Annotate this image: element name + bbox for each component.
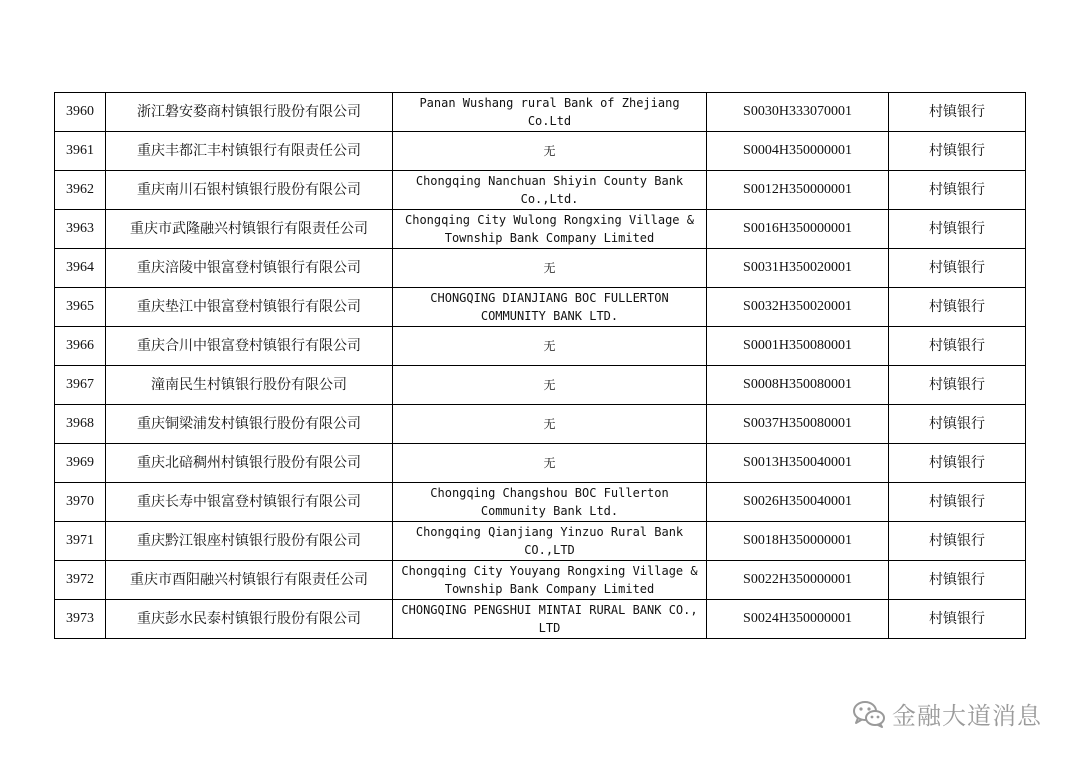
institution-code: S0016H350000001 xyxy=(707,210,889,249)
bank-name-english: 无 xyxy=(393,444,707,483)
institution-code: S0004H350000001 xyxy=(707,132,889,171)
institution-code: S0024H350000001 xyxy=(707,600,889,639)
row-number: 3963 xyxy=(55,210,106,249)
watermark-text: 金融大道消息 xyxy=(892,702,1042,730)
institution-code: S0012H350000001 xyxy=(707,171,889,210)
institution-code: S0008H350080001 xyxy=(707,366,889,405)
bank-name-english: 无 xyxy=(393,366,707,405)
bank-name-english: Chongqing City Youyang Rongxing Village & Township Bank Company Limited xyxy=(393,561,707,600)
table-row xyxy=(55,210,1026,249)
institution-type: 村镇银行 xyxy=(889,600,1026,639)
bank-name-chinese: 浙江磐安婺商村镇银行股份有限公司 xyxy=(106,93,393,132)
table-row xyxy=(55,288,1026,327)
bank-name-chinese: 重庆丰都汇丰村镇银行有限责任公司 xyxy=(106,132,393,171)
institution-type: 村镇银行 xyxy=(889,171,1026,210)
table-row xyxy=(55,600,1026,639)
row-number: 3961 xyxy=(55,132,106,171)
institution-type: 村镇银行 xyxy=(889,210,1026,249)
table-row xyxy=(55,444,1026,483)
table-row xyxy=(55,171,1026,210)
institution-code: S0030H333070001 xyxy=(707,93,889,132)
bank-name-english: CHONGQING PENGSHUI MINTAI RURAL BANK CO., LTD xyxy=(393,600,707,639)
bank-name-chinese: 重庆市酉阳融兴村镇银行有限责任公司 xyxy=(106,561,393,600)
bank-name-chinese: 重庆涪陵中银富登村镇银行有限公司 xyxy=(106,249,393,288)
institution-code: S0037H350080001 xyxy=(707,405,889,444)
bank-name-english: 无 xyxy=(393,132,707,171)
table-row xyxy=(55,132,1026,171)
bank-name-english: 无 xyxy=(393,405,707,444)
table-row xyxy=(55,249,1026,288)
bank-name-chinese: 重庆合川中银富登村镇银行有限公司 xyxy=(106,327,393,366)
row-number: 3966 xyxy=(55,327,106,366)
row-number: 3973 xyxy=(55,600,106,639)
institution-type: 村镇银行 xyxy=(889,93,1026,132)
table-row xyxy=(55,522,1026,561)
bank-name-english: Chongqing Changshou BOC Fullerton Community Bank Ltd. xyxy=(393,483,707,522)
institution-code: S0018H350000001 xyxy=(707,522,889,561)
bank-name-chinese: 重庆南川石银村镇银行股份有限公司 xyxy=(106,171,393,210)
table-row xyxy=(55,483,1026,522)
institution-code: S0022H350000001 xyxy=(707,561,889,600)
row-number: 3967 xyxy=(55,366,106,405)
row-number: 3971 xyxy=(55,522,106,561)
watermark xyxy=(852,696,1042,731)
table-row xyxy=(55,327,1026,366)
row-number: 3960 xyxy=(55,93,106,132)
institution-code: S0032H350020001 xyxy=(707,288,889,327)
bank-name-english: 无 xyxy=(393,327,707,366)
bank-name-chinese: 重庆彭水民泰村镇银行股份有限公司 xyxy=(106,600,393,639)
institution-code: S0013H350040001 xyxy=(707,444,889,483)
row-number: 3970 xyxy=(55,483,106,522)
bank-name-chinese: 重庆北碚稠州村镇银行股份有限公司 xyxy=(106,444,393,483)
wechat-icon xyxy=(852,700,886,728)
bank-name-chinese: 重庆市武隆融兴村镇银行有限责任公司 xyxy=(106,210,393,249)
row-number: 3964 xyxy=(55,249,106,288)
bank-name-chinese: 重庆垫江中银富登村镇银行有限公司 xyxy=(106,288,393,327)
institution-type: 村镇银行 xyxy=(889,522,1026,561)
bank-name-english: Chongqing Nanchuan Shiyin County Bank Co.,Ltd. xyxy=(393,171,707,210)
bank-name-english: Panan Wushang rural Bank of Zhejiang Co.Ltd xyxy=(393,93,707,132)
institution-type: 村镇银行 xyxy=(889,327,1026,366)
bank-name-english: Chongqing Qianjiang Yinzuo Rural Bank CO.,LTD xyxy=(393,522,707,561)
institution-code: S0031H350020001 xyxy=(707,249,889,288)
institution-type: 村镇银行 xyxy=(889,444,1026,483)
table-row xyxy=(55,366,1026,405)
table-row xyxy=(55,405,1026,444)
bank-name-english: Chongqing City Wulong Rongxing Village & Township Bank Company Limited xyxy=(393,210,707,249)
bank-list-table xyxy=(54,92,1026,639)
institution-code: S0001H350080001 xyxy=(707,327,889,366)
table-row xyxy=(55,561,1026,600)
bank-name-chinese: 重庆铜梁浦发村镇银行股份有限公司 xyxy=(106,405,393,444)
institution-type: 村镇银行 xyxy=(889,132,1026,171)
row-number: 3972 xyxy=(55,561,106,600)
bank-name-chinese: 潼南民生村镇银行股份有限公司 xyxy=(106,366,393,405)
institution-type: 村镇银行 xyxy=(889,288,1026,327)
row-number: 3965 xyxy=(55,288,106,327)
bank-name-chinese: 重庆黔江银座村镇银行股份有限公司 xyxy=(106,522,393,561)
institution-type: 村镇银行 xyxy=(889,249,1026,288)
institution-type: 村镇银行 xyxy=(889,366,1026,405)
institution-type: 村镇银行 xyxy=(889,561,1026,600)
table-body xyxy=(55,93,1026,639)
row-number: 3969 xyxy=(55,444,106,483)
institution-type: 村镇银行 xyxy=(889,405,1026,444)
bank-name-english: 无 xyxy=(393,249,707,288)
bank-name-chinese: 重庆长寿中银富登村镇银行有限公司 xyxy=(106,483,393,522)
institution-type: 村镇银行 xyxy=(889,483,1026,522)
row-number: 3968 xyxy=(55,405,106,444)
bank-name-english: CHONGQING DIANJIANG BOC FULLERTON COMMUNITY BANK LTD. xyxy=(393,288,707,327)
row-number: 3962 xyxy=(55,171,106,210)
table-row xyxy=(55,93,1026,132)
institution-code: S0026H350040001 xyxy=(707,483,889,522)
